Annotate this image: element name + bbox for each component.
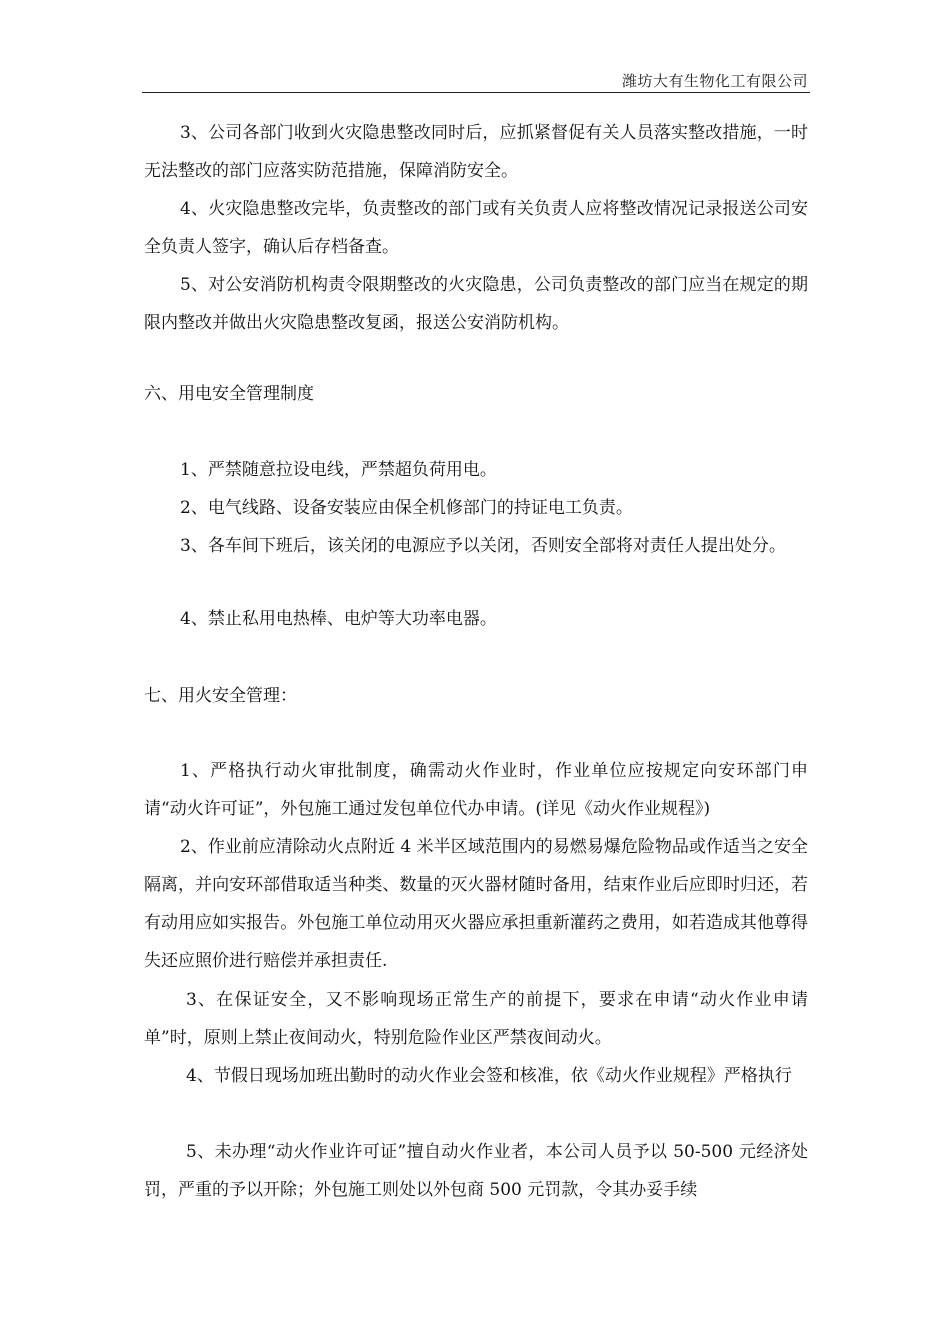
list-item: 4、节假日现场加班出勤时的动火作业会签和核准，依《动火作业规程》严格执行 (186, 1066, 792, 1086)
section-heading: 六、用电安全管理制度 (144, 384, 314, 404)
section-heading: 七、用火安全管理： (144, 686, 297, 706)
paragraph-item: 3、公司各部门收到火灾隐患整改同时后，应抓紧督促有关人员落实整改措施，一时无法整改的部门应落实防范措施，保障消防安全。 (144, 123, 808, 181)
list-item: 3、在保证安全，又不影响现场正常生产的前提下，要求在申请“动火作业申请单”时，原则上禁止夜间动火，特别危险作业区严禁夜间动火。 (144, 990, 808, 1048)
list-item: 2、电气线路、设备安装应由保全机修部门的持证电工负责。 (180, 498, 633, 518)
list-item: 4、禁止私用电热棒、电炉等大功率电器。 (180, 609, 497, 629)
list-item: 1、严格执行动火审批制度，确需动火作业时，作业单位应按规定向安环部门申请“动火许可证”，外包施工通过发包单位代办申请。(详见《动火作业规程》) (144, 761, 808, 819)
paragraph-item: 4、火灾隐患整改完毕，负责整改的部门或有关负责人应将整改情况记录报送公司安全负责人签字，确认后存档备查。 (144, 199, 808, 257)
company-name: 潍坊大有生物化工有限公司 (621, 72, 808, 90)
list-item: 1、严禁随意拉设电线，严禁超负荷用电。 (180, 460, 497, 480)
list-item: 3、各车间下班后，该关闭的电源应予以关闭，否则安全部将对责任人提出处分。 (180, 536, 786, 556)
paragraph-item: 5、对公安消防机构责令限期整改的火灾隐患，公司负责整改的部门应当在规定的期限内整改并做出火灾隐患整改复函，报送公安消防机构。 (144, 275, 808, 333)
list-item: 2、作业前应清除动火点附近 4 米半区域范围内的易燃易爆危险物品或作适当之安全隔离，并向安环部借取适当种类、数量的灭火器材随时备用，结束作业后应即时归还，若有动用应如实报告。外包施工单位动用灭火器应承担重新灌药之费用，如若造成其他尊得失还应照价进行赔偿并承担责任. (144, 837, 808, 971)
list-item: 5、未办理“动火作业许可证”擅自动火作业者，本公司人员予以 50-500 元经济处罚，严重的予以开除；外包施工则处以外包商 500 元罚款，令其办妥手续 (144, 1142, 808, 1200)
page-header (142, 68, 810, 93)
